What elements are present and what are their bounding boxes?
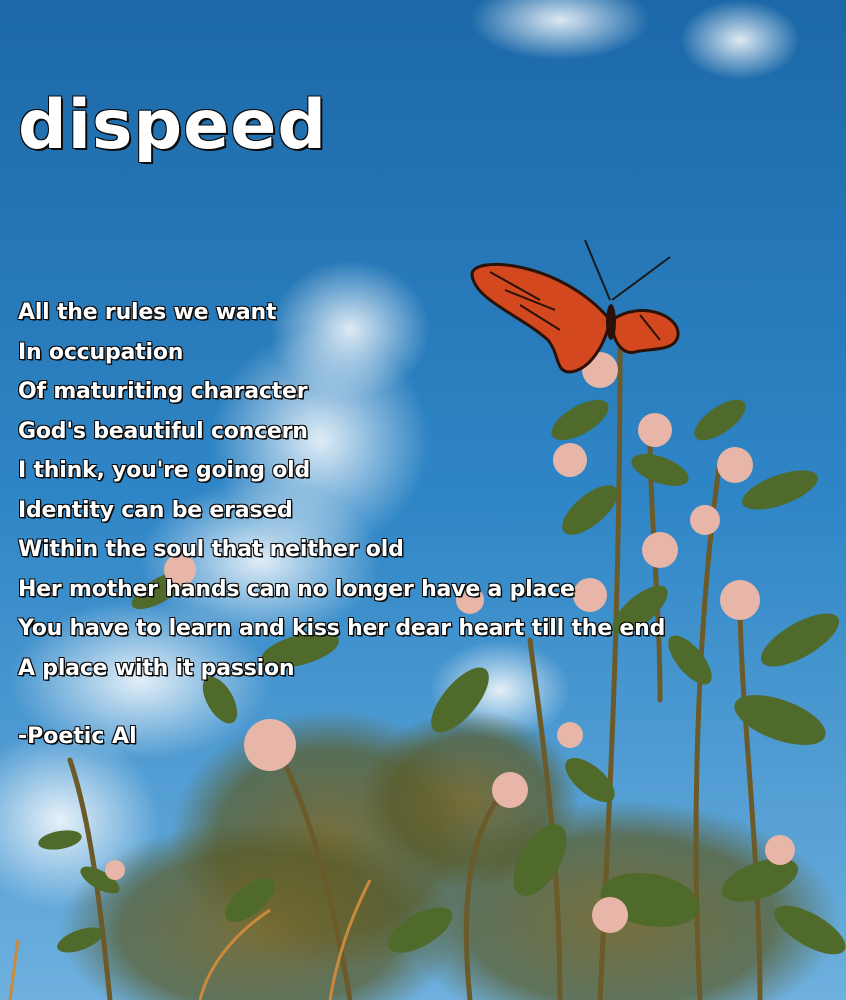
poem-line: Of maturiting character bbox=[18, 379, 308, 404]
poem-body bbox=[18, 293, 665, 688]
poem-line: Within the soul that neither old bbox=[18, 537, 404, 562]
poem-line: A place with it passion bbox=[18, 655, 295, 681]
cloud bbox=[680, 0, 800, 80]
poem-line: Her mother hands can no longer have a place bbox=[18, 576, 575, 602]
poem-line: Identity can be erased bbox=[18, 497, 293, 523]
poem-line: In occupation bbox=[18, 339, 184, 365]
poem-line: You have to learn and kiss her dear heart till the end bbox=[18, 616, 666, 641]
poem-line: All the rules we want bbox=[18, 300, 277, 325]
poem-line: I think, you're going old bbox=[18, 458, 311, 483]
poem-signature: -Poetic Al bbox=[18, 724, 137, 749]
poem-line: God's beautiful concern bbox=[18, 418, 308, 444]
poem-title: dispeed bbox=[18, 86, 328, 165]
